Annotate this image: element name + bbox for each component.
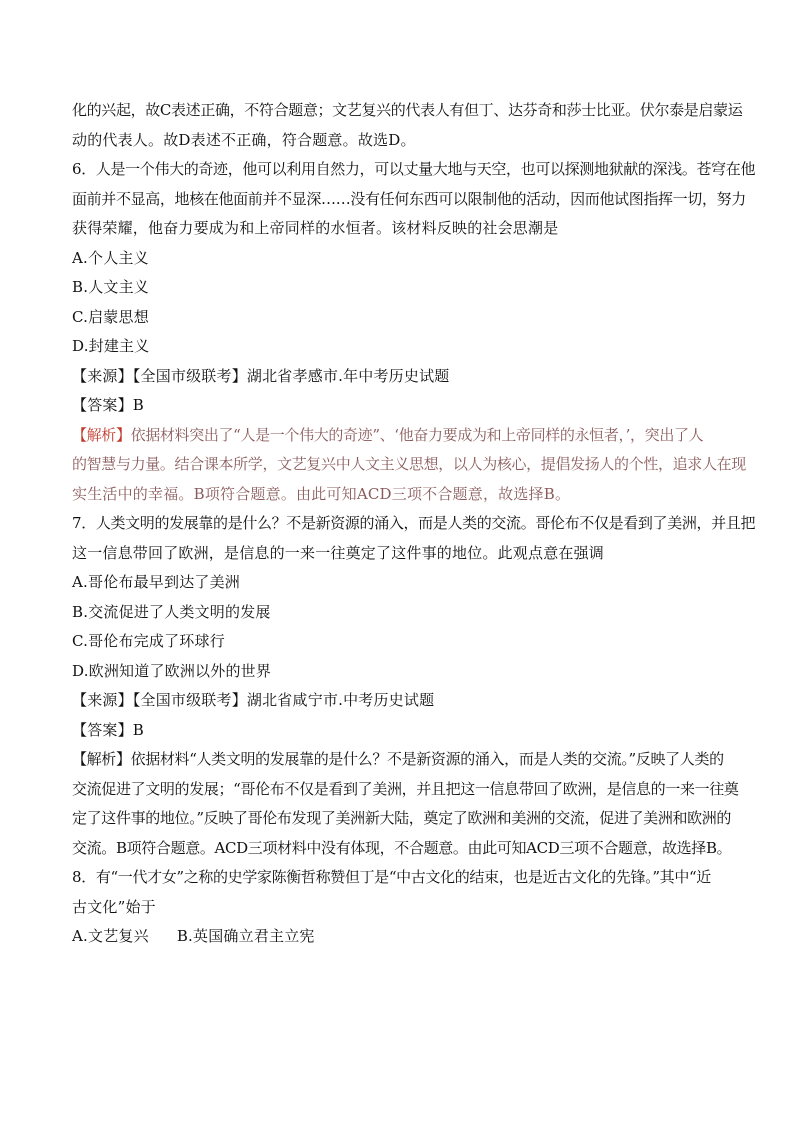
question-6-analysis: 实生活中的幸福。B项符合题意。由此可知ACD三项不合题意，故选择B。 xyxy=(72,484,571,503)
question-6-source: 【来源】【全国市级联考】湖北省孝感市.年中考历史试题 xyxy=(72,366,450,385)
question-8-stem: 古文化”始于 xyxy=(72,897,156,916)
question-7-analysis: 交流。B项符合题意。ACD三项材料中没有体现，不合题意。由此可知ACD三项不合题意，故选择B。 xyxy=(72,838,732,857)
question-7-analysis: 交流促进了文明的发展；“哥伦布不仅是看到了美洲，并且把这一信息带回了欧洲，是信息的一来一往奠 xyxy=(72,779,739,798)
question-7-answer: 【答案】B xyxy=(72,720,145,739)
question-6-answer: 【答案】B xyxy=(72,396,145,414)
question-8-option-b: B.英国确立君主立宪 xyxy=(176,927,315,945)
question-6-stem: 获得荣耀，他奋力要成为和上帝同样的水恒者。该材料反映的社会思潮是 xyxy=(72,219,559,237)
question-6-analysis: 的智慧与力量。结合课本所学，文艺复兴中人文主义思想，以人为核心，提倡发扬人的个性，追求人在现 xyxy=(72,455,746,473)
question-6-analysis xyxy=(72,421,724,451)
question-7-source: 【来源】【全国市级联考】湖北省咸宁市.中考历史试题 xyxy=(72,691,435,709)
analysis-tag: 【解析】 xyxy=(72,425,131,444)
analysis-text: 依据材料突出了“人是一个伟大的奇迹”、‘他奋力要成为和上帝同样的永恒者，’，突出了人 xyxy=(130,425,704,444)
question-7-option-a: A.哥伦布最早到达了美洲 xyxy=(72,573,241,591)
question-7-stem: 7．人类文明的发展靠的是什么？不是新资源的涌入，而是人类的交流。哥伦布不仅是看到了美洲，并且把 xyxy=(72,514,756,532)
prev-analysis-line: 化的兴起，故C表述正确，不符合题意；文艺复兴的代表人有但丁、达芬奇和莎士比亚。伏尔泰是启蒙运 xyxy=(72,101,743,119)
question-6-option-a: A.个人主义 xyxy=(72,248,149,267)
document-page xyxy=(72,96,756,952)
question-6-option-d: D.封建主义 xyxy=(72,337,150,355)
question-8-stem: 8．有“一代才女”之称的史学家陈衡哲称赞但丁是“中古文化的结束，也是近古文化的先锋。”其中“近 xyxy=(72,868,711,886)
question-6-stem: 6．人是一个伟大的奇迹，他可以利用自然力，可以丈量大地与天空，也可以探测地狱献的深浅。苍穹在他 xyxy=(72,160,756,178)
question-8-options xyxy=(72,922,724,952)
question-6-stem: 面前并不显高，地核在他面前并不显深……没有任何东西可以限制他的活动，因而他试图指挥一切，努力 xyxy=(72,189,746,208)
question-6-option-b: B.人文主义 xyxy=(72,278,149,296)
question-8-option-a: A.文艺复兴 xyxy=(72,927,149,945)
question-7-option-d: D.欧洲知道了欧洲以外的世界 xyxy=(72,661,272,680)
question-6-option-c: C.启蒙思想 xyxy=(72,307,149,326)
prev-analysis-line: 动的代表人。故D表述不正确，符合题意。故选D。 xyxy=(72,130,416,149)
question-7-stem: 这一信息带回了欧洲，是信息的一来一往奠定了这件事的地位。此观点意在强调 xyxy=(72,543,605,562)
question-7-analysis: 定了这件事的地位。”反映了哥伦布发现了美洲新大陆，奠定了欧洲和美洲的交流，促进了美洲和欧洲的 xyxy=(72,809,732,827)
question-7-option-b: B.交流促进了人类文明的发展 xyxy=(72,602,271,621)
question-7-option-c: C.哥伦布完成了环球行 xyxy=(72,632,225,650)
question-7-analysis: 【解析】依据材料“人类文明的发展靠的是什么？不是新资源的涌入，而是人类的交流。”反映了人类的 xyxy=(72,750,724,768)
